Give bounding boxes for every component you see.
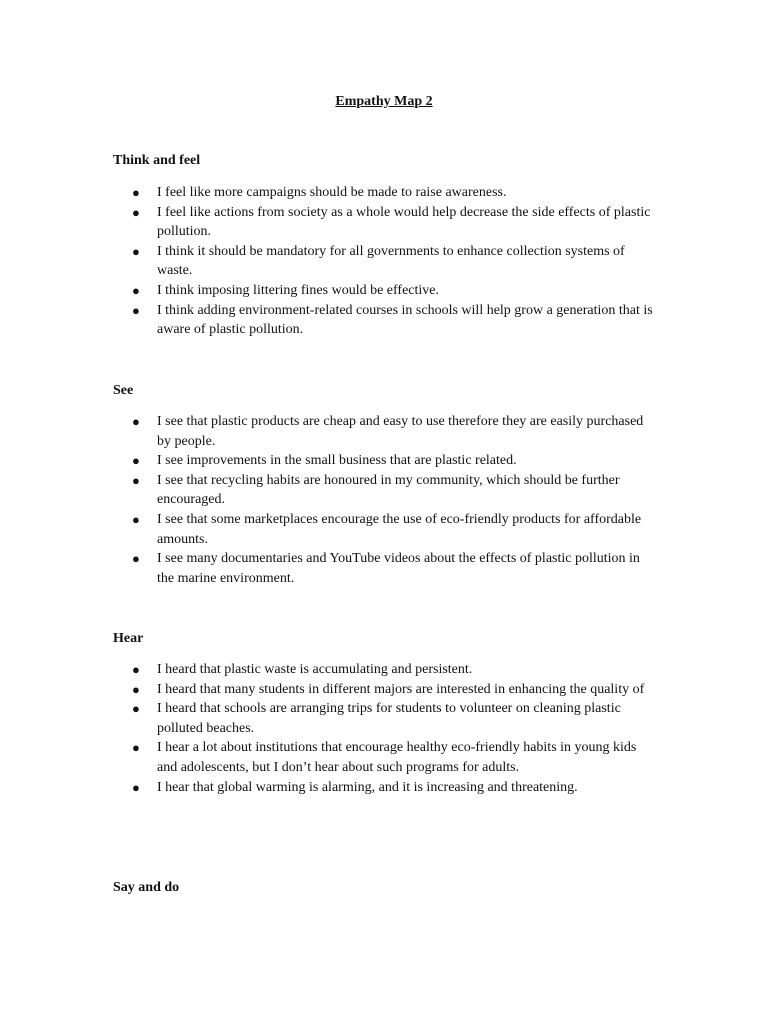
list-item-text: I hear that global warming is alarming, and it is increasing and threatening. xyxy=(157,779,578,795)
bullet-icon: ● xyxy=(132,282,140,298)
list-item-text: I see improvements in the small business that are plastic related. xyxy=(157,453,517,469)
list-item xyxy=(113,699,658,738)
list-item-text: I heard that plastic waste is accumulating and persistent. xyxy=(157,662,473,677)
list-item-text: I see many documentaries and YouTube videos about the effects of plastic pollution in the marine environment. xyxy=(157,551,640,586)
list-item-text: I heard that many students in different majors are interested in enhancing the quality of xyxy=(157,681,645,697)
bullet-icon: ● xyxy=(132,453,140,469)
bullet-icon: ● xyxy=(132,740,140,756)
bullet-icon: ● xyxy=(132,243,140,259)
list-item-text: I think it should be mandatory for all governments to enhance collection systems of waste. xyxy=(157,243,625,279)
bullet-list-see xyxy=(113,412,658,588)
list-item xyxy=(113,471,658,510)
section-heading-say-and-do: Say and do xyxy=(113,880,180,895)
list-item xyxy=(113,242,658,281)
list-item xyxy=(113,660,658,680)
bullet-list-think-and-feel xyxy=(113,183,658,340)
list-item xyxy=(113,412,658,451)
section-heading-hear: Hear xyxy=(113,631,144,646)
bullet-icon: ● xyxy=(132,302,140,318)
list-item xyxy=(113,549,658,588)
list-item-text: I hear a lot about institutions that encourage healthy eco-friendly habits in young kids and adolescents, but I don’t hear about such programs for adults. xyxy=(157,740,637,775)
list-item xyxy=(113,203,658,242)
bullet-icon: ● xyxy=(132,779,140,795)
bullet-list-hear xyxy=(113,660,658,797)
list-item xyxy=(113,778,658,798)
list-item-text: I think adding environment-related courses in schools will help grow a generation that is aware of plastic pollution. xyxy=(157,302,653,338)
list-item-text: I heard that schools are arranging trips for students to volunteer on cleaning plastic polluted beaches. xyxy=(157,701,621,736)
list-item xyxy=(113,680,658,700)
list-item-text: I see that plastic products are cheap and easy to use therefore they are easily purchased by people. xyxy=(157,414,644,449)
section-heading-see: See xyxy=(113,383,134,398)
list-item-text: I feel like more campaigns should be made to raise awareness. xyxy=(157,185,507,200)
bullet-icon: ● xyxy=(132,472,140,488)
bullet-icon: ● xyxy=(132,511,140,527)
bullet-icon: ● xyxy=(132,701,140,717)
list-item-text: I think imposing littering fines would be effective. xyxy=(157,282,440,298)
list-item xyxy=(113,301,658,340)
bullet-icon: ● xyxy=(132,185,140,200)
list-item xyxy=(113,510,658,549)
list-item xyxy=(113,183,658,203)
bullet-icon: ● xyxy=(132,414,140,429)
bullet-icon: ● xyxy=(132,551,140,567)
page-title: Empathy Map 2 xyxy=(335,94,433,109)
list-item xyxy=(113,738,658,777)
list-item xyxy=(113,451,658,471)
list-item xyxy=(113,281,658,301)
bullet-icon: ● xyxy=(132,662,140,677)
bullet-icon: ● xyxy=(132,681,140,697)
list-item-text: I see that recycling habits are honoured in my community, which should be further encouraged. xyxy=(157,472,620,508)
section-heading-think-and-feel: Think and feel xyxy=(113,153,201,168)
bullet-icon: ● xyxy=(132,204,140,220)
list-item-text: I see that some marketplaces encourage the use of eco-friendly products for affordable amounts. xyxy=(157,511,642,547)
list-item-text: I feel like actions from society as a whole would help decrease the side effects of plastic pollution. xyxy=(157,204,651,240)
